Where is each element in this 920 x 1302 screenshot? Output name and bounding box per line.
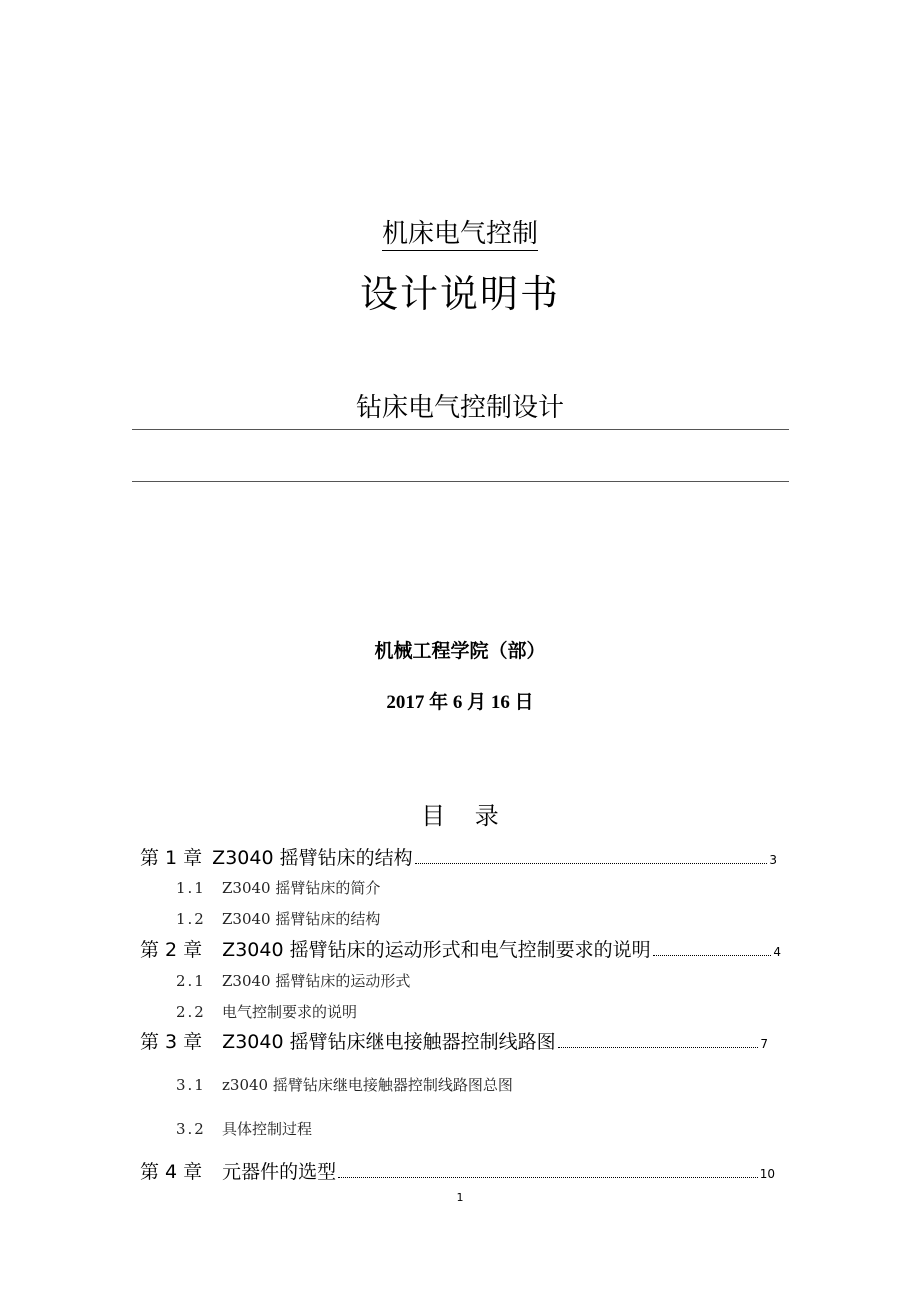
toc-section-2-1[interactable] <box>176 970 410 992</box>
toc-page-number: 3 <box>769 853 777 867</box>
project-title: 钻床电气控制设计 <box>355 393 564 423</box>
toc-chapter-number: 第 2 章 <box>140 939 203 961</box>
toc-chapter-2[interactable] <box>140 936 781 966</box>
toc-section-number: 1.1 <box>176 879 206 897</box>
toc-leader-dots <box>338 1176 758 1178</box>
toc-section-title: z3040 摇臂钻床继电接触器控制线路图总图 <box>222 1076 513 1094</box>
course-title-text: 机床电气控制 <box>381 219 538 249</box>
toc-section-1-2[interactable] <box>176 908 380 930</box>
toc-section-title: 电气控制要求的说明 <box>222 1003 358 1021</box>
toc-section-3-2[interactable] <box>176 1118 312 1140</box>
toc-chapter-title: 元器件的选型 <box>222 1161 337 1183</box>
toc-section-2-2[interactable] <box>176 1001 357 1023</box>
toc-chapter-number: 第 4 章 <box>140 1161 203 1183</box>
toc-chapter-title: Z3040 摇臂钻床继电接触器控制线路图 <box>222 1031 556 1053</box>
toc-section-title: Z3040 摇臂钻床的结构 <box>222 910 381 928</box>
toc-section-number: 1.2 <box>176 910 206 928</box>
page-number: 1 <box>456 1191 464 1204</box>
toc-page-number: 4 <box>773 945 781 959</box>
toc-chapter-number: 第 3 章 <box>140 1031 203 1053</box>
toc-chapter-title: Z3040 摇臂钻床的运动形式和电气控制要求的说明 <box>222 939 651 961</box>
toc-section-title: Z3040 摇臂钻床的简介 <box>222 879 381 897</box>
toc-section-number: 3.2 <box>176 1120 206 1138</box>
toc-section-3-1[interactable] <box>176 1074 513 1096</box>
toc-page-number: 7 <box>760 1037 768 1051</box>
toc-section-1-1[interactable] <box>176 877 380 899</box>
toc-chapter-3[interactable] <box>140 1028 768 1058</box>
toc-leader-dots <box>558 1046 759 1048</box>
toc-chapter-number: 第 1 章 <box>140 847 203 869</box>
toc-chapter-4[interactable] <box>140 1158 775 1188</box>
school-name: 机械工程学院（部） <box>374 640 546 662</box>
title-underline <box>132 429 789 430</box>
document-date: 2017 年 6 月 16 日 <box>386 692 534 713</box>
toc-page-number: 10 <box>759 1167 775 1181</box>
toc-section-title: 具体控制过程 <box>222 1120 313 1138</box>
toc-leader-dots <box>653 954 772 956</box>
document-title: 设计说明书 <box>359 272 560 316</box>
toc-chapter-1[interactable] <box>140 844 777 874</box>
toc-section-number: 3.1 <box>176 1076 206 1094</box>
toc-leader-dots <box>415 862 768 864</box>
course-title <box>0 214 920 254</box>
toc-chapter-title: Z3040 摇臂钻床的结构 <box>212 847 413 869</box>
toc-section-number: 2.1 <box>176 972 206 990</box>
toc-section-number: 2.2 <box>176 1003 206 1021</box>
toc-section-title: Z3040 摇臂钻床的运动形式 <box>222 972 411 990</box>
blank-underline <box>132 481 789 482</box>
toc-heading: 目 录 <box>421 802 499 830</box>
